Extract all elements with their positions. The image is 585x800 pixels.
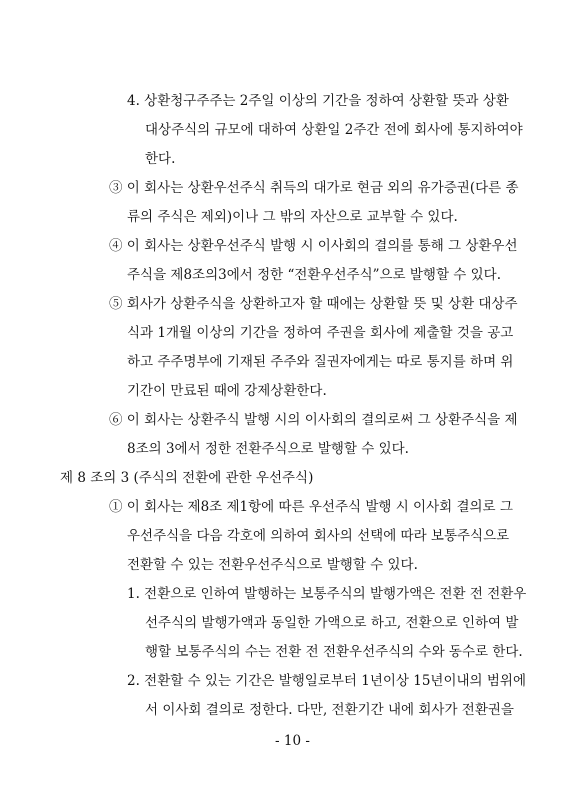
paragraph-4-line: ④ 이 회사는 상환우선주식 발행 시 이사회의 결의를 통해 그 상환우선 — [109, 238, 518, 254]
paragraph-3-line: ③ 이 회사는 상환우선주식 취득의 대가로 현금 외의 유가증권(다른 종 — [109, 180, 519, 196]
item-4-line: 대상주식의 규모에 대하여 상환일 2주간 전에 회사에 통지하여야 — [145, 122, 523, 138]
article-item-1-line: 1. 전환으로 인하여 발행하는 보통주식의 발행가액은 전환 전 전환우 — [127, 586, 527, 602]
item-4-line: 한다. — [145, 151, 176, 167]
article-paragraph-1-line: ① 이 회사는 제8조 제1항에 따른 우선주식 발행 시 이사회 결의로 그 — [109, 499, 513, 515]
paragraph-5-line: ⑤ 회사가 상환주식을 상환하고자 할 때에는 상환할 뜻 및 상환 대상주 — [109, 296, 518, 312]
page-number: - 10 - — [275, 733, 310, 749]
paragraph-5-line: 식과 1개월 이상의 기간을 정하여 주권을 회사에 제출할 것을 공고 — [127, 325, 514, 341]
paragraph-6-line: 8조의 3에서 정한 전환주식으로 발행할 수 있다. — [127, 441, 409, 457]
paragraph-4-line: 주식을 제8조의3에서 정한 “전환우선주식”으로 발행할 수 있다. — [127, 267, 502, 283]
article-item-1-line: 선주식의 발행가액과 동일한 가액으로 하고, 전환으로 인하여 발 — [145, 615, 519, 631]
paragraph-3-line: 류의 주식은 제외)이나 그 밖의 자산으로 교부할 수 있다. — [127, 209, 458, 225]
paragraph-5-line: 기간이 만료된 때에 강제상환한다. — [127, 383, 327, 399]
paragraph-6-line: ⑥ 이 회사는 상환주식 발행 시의 이사회의 결의로써 그 상환주식을 제 — [109, 412, 518, 428]
article-heading: 제 8 조의 3 (주식의 전환에 관한 우선주식) — [60, 470, 314, 486]
article-item-2-line: 서 이사회 결의로 정한다. 다만, 전환기간 내에 회사가 전환권을 — [145, 702, 514, 718]
article-paragraph-1-line: 우선주식을 다음 각호에 의하여 회사의 선택에 따라 보통주식으로 — [127, 528, 510, 544]
item-4-line: 4. 상환청구주주는 2주일 이상의 기간을 정하여 상환할 뜻과 상환 — [127, 93, 509, 109]
article-paragraph-1-line: 전환할 수 있는 전환우선주식으로 발행할 수 있다. — [127, 557, 418, 573]
paragraph-5-line: 하고 주주명부에 기재된 주주와 질권자에게는 따로 통지를 하며 위 — [127, 354, 514, 370]
article-item-1-line: 행할 보통주식의 수는 전환 전 전환우선주식의 수와 동수로 한다. — [145, 644, 523, 660]
article-item-2-line: 2. 전환할 수 있는 기간은 발행일로부터 1년이상 15년이내의 범위에 — [127, 673, 527, 689]
